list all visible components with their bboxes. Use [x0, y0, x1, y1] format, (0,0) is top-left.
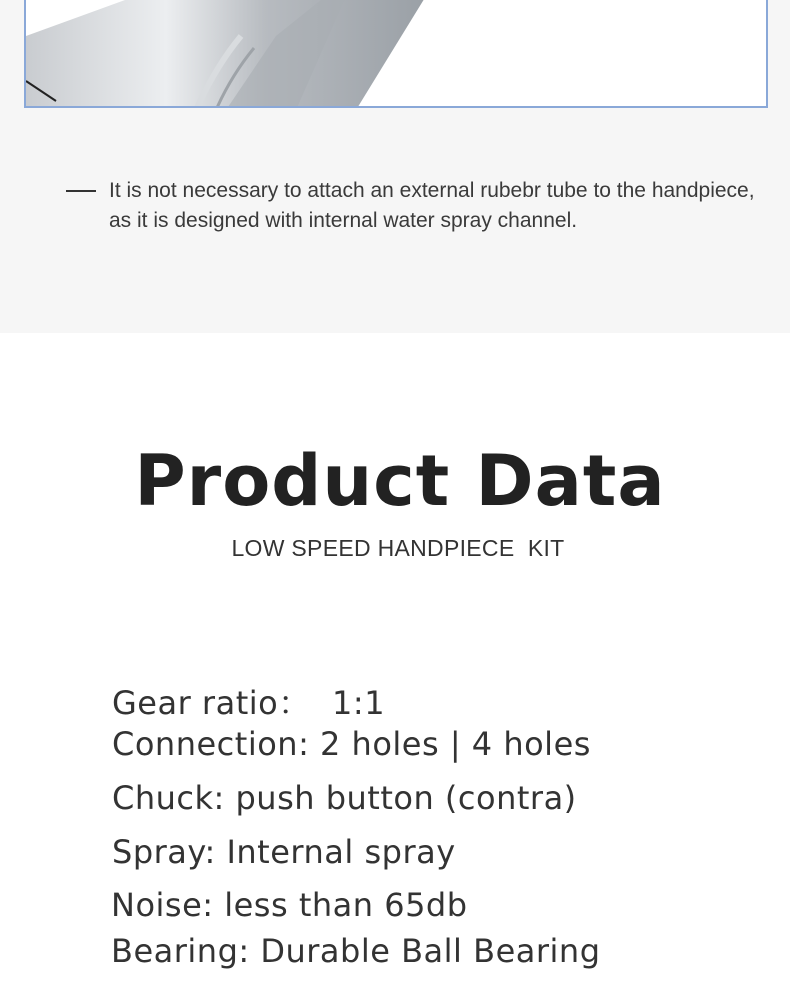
handpiece-photo: [24, 0, 768, 108]
spec-chuck: Chuck: push button (contra): [112, 779, 577, 817]
spec-noise: Noise: less than 65db: [111, 886, 468, 924]
spec-connection: Connection: 2 holes | 4 holes: [112, 725, 591, 763]
feature-section: [0, 0, 790, 333]
dash-bullet: [66, 190, 96, 192]
handpiece-image: [26, 0, 766, 106]
section-subtitle: LOW SPEED HANDPIECE KIT: [231, 535, 565, 561]
spec-gear-ratio: Gear ratio： 1:1: [112, 684, 386, 722]
spec-bearing: Bearing: Durable Ball Bearing: [111, 932, 601, 970]
section-title: Product Data: [134, 440, 666, 522]
spec-spray: Spray: Internal spray: [112, 833, 456, 871]
note-text: It is not necessary to attach an external rubebr tube to the handpiece, as it is designed with internal water spray channel.: [109, 179, 755, 232]
